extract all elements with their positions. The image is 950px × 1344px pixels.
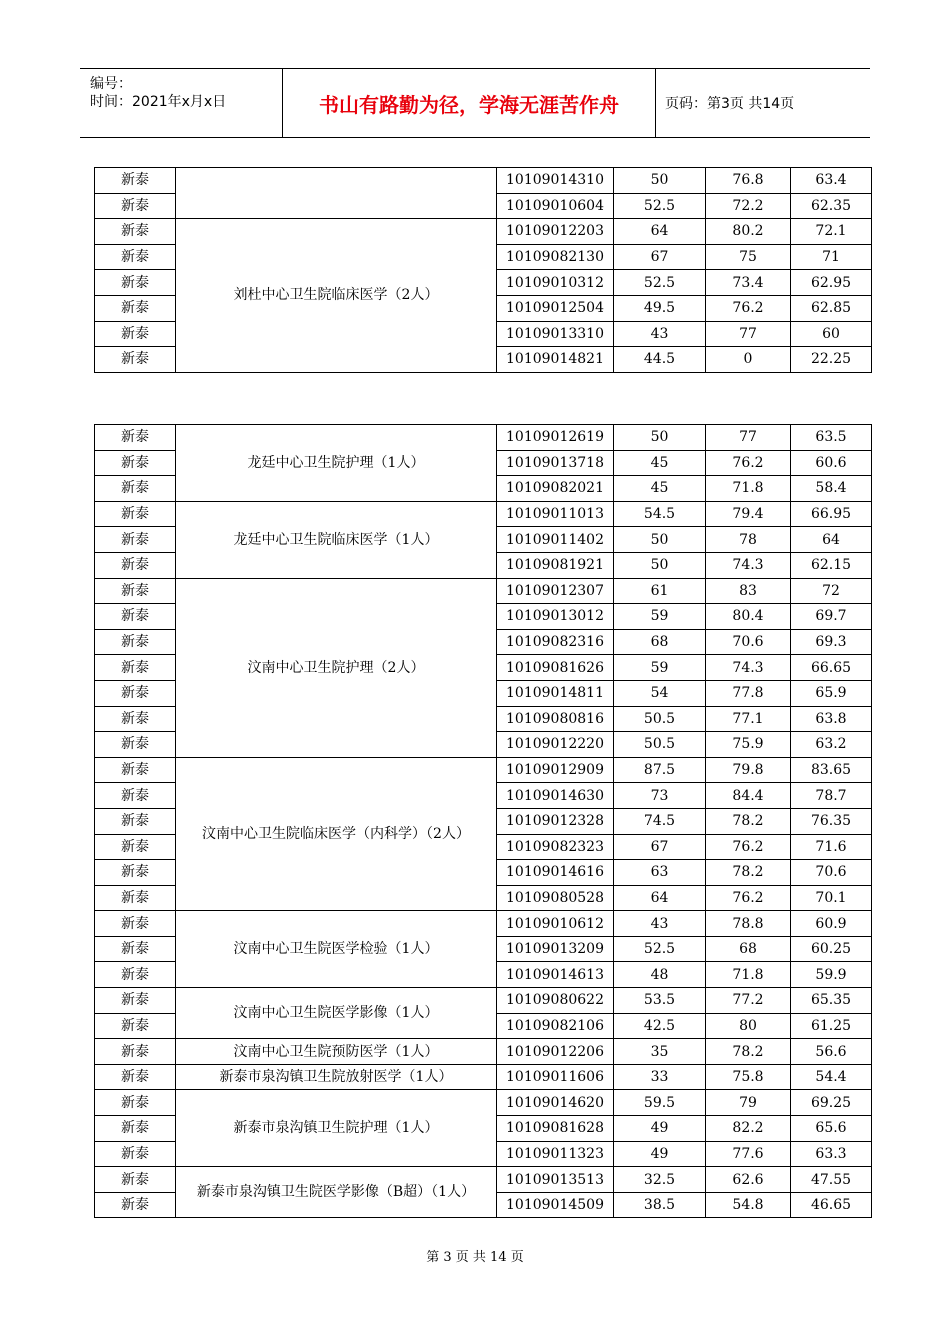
interview-score-cell: 80.2 <box>706 219 791 245</box>
exam-id-cell: 10109013513 <box>497 1167 614 1193</box>
written-score-cell: 52.5 <box>614 270 706 296</box>
written-score-cell: 50.5 <box>614 706 706 732</box>
region-cell: 新泰 <box>95 244 176 270</box>
position-cell: 汶南中心卫生院预防医学（1人） <box>176 1039 497 1065</box>
total-score-cell: 47.55 <box>791 1167 872 1193</box>
position-cell: 新泰市泉沟镇卫生院护理（1人） <box>176 1090 497 1167</box>
total-score-cell: 71 <box>791 244 872 270</box>
total-score-cell: 61.25 <box>791 1013 872 1039</box>
written-score-cell: 45 <box>614 476 706 502</box>
interview-score-cell: 82.2 <box>706 1116 791 1142</box>
exam-id-cell: 10109014310 <box>497 168 614 194</box>
exam-id-cell: 10109080816 <box>497 706 614 732</box>
position-cell: 汶南中心卫生院临床医学（内科学）（2人） <box>176 757 497 911</box>
written-score-cell: 52.5 <box>614 936 706 962</box>
written-score-cell: 49 <box>614 1116 706 1142</box>
written-score-cell: 74.5 <box>614 808 706 834</box>
interview-score-cell: 76.2 <box>706 834 791 860</box>
position-cell: 汶南中心卫生院护理（2人） <box>176 578 497 757</box>
score-table-2 <box>94 424 872 1218</box>
exam-id-cell: 10109014616 <box>497 860 614 886</box>
table-row <box>95 425 872 451</box>
written-score-cell: 35 <box>614 1039 706 1065</box>
header-meta <box>80 69 283 137</box>
region-cell: 新泰 <box>95 680 176 706</box>
exam-id-cell: 10109082106 <box>497 1013 614 1039</box>
total-score-cell: 65.9 <box>791 680 872 706</box>
total-score-cell: 69.25 <box>791 1090 872 1116</box>
position-cell: 龙廷中心卫生院临床医学（1人） <box>176 501 497 578</box>
motto: 书山有路勤为径，学海无涯苦作舟 <box>319 92 619 117</box>
written-score-cell: 59.5 <box>614 1090 706 1116</box>
exam-id-cell: 10109082323 <box>497 834 614 860</box>
interview-score-cell: 80 <box>706 1013 791 1039</box>
region-cell: 新泰 <box>95 732 176 758</box>
total-score-cell: 60.9 <box>791 911 872 937</box>
position-cell: 汶南中心卫生院医学检验（1人） <box>176 911 497 988</box>
exam-id-cell: 10109080622 <box>497 988 614 1014</box>
region-cell: 新泰 <box>95 1090 176 1116</box>
total-score-cell: 62.35 <box>791 193 872 219</box>
interview-score-cell: 74.3 <box>706 552 791 578</box>
exam-id-cell: 10109012909 <box>497 757 614 783</box>
total-score-cell: 69.7 <box>791 604 872 630</box>
exam-id-cell: 10109082130 <box>497 244 614 270</box>
total-score-cell: 64 <box>791 527 872 553</box>
written-score-cell: 38.5 <box>614 1192 706 1218</box>
written-score-cell: 50 <box>614 425 706 451</box>
interview-score-cell: 71.8 <box>706 476 791 502</box>
page-footer: 第 3 页 共 14 页 <box>426 1250 524 1265</box>
written-score-cell: 59 <box>614 655 706 681</box>
written-score-cell: 68 <box>614 629 706 655</box>
written-score-cell: 61 <box>614 578 706 604</box>
table-row <box>95 1090 872 1116</box>
table-row <box>95 1064 872 1090</box>
interview-score-cell: 75.9 <box>706 732 791 758</box>
total-score-cell: 63.2 <box>791 732 872 758</box>
table-row <box>95 578 872 604</box>
exam-id-cell: 10109012206 <box>497 1039 614 1065</box>
region-cell: 新泰 <box>95 321 176 347</box>
region-cell: 新泰 <box>95 219 176 245</box>
written-score-cell: 52.5 <box>614 193 706 219</box>
written-score-cell: 87.5 <box>614 757 706 783</box>
total-score-cell: 60 <box>791 321 872 347</box>
region-cell: 新泰 <box>95 604 176 630</box>
region-cell: 新泰 <box>95 1013 176 1039</box>
written-score-cell: 50 <box>614 552 706 578</box>
interview-score-cell: 77.8 <box>706 680 791 706</box>
region-cell: 新泰 <box>95 193 176 219</box>
written-score-cell: 67 <box>614 244 706 270</box>
region-cell: 新泰 <box>95 1039 176 1065</box>
exam-id-cell: 10109013310 <box>497 321 614 347</box>
region-cell: 新泰 <box>95 501 176 527</box>
total-score-cell: 65.6 <box>791 1116 872 1142</box>
region-cell: 新泰 <box>95 1064 176 1090</box>
written-score-cell: 43 <box>614 911 706 937</box>
region-cell: 新泰 <box>95 655 176 681</box>
exam-id-cell: 10109014630 <box>497 783 614 809</box>
region-cell: 新泰 <box>95 911 176 937</box>
table-row <box>95 911 872 937</box>
interview-score-cell: 83 <box>706 578 791 604</box>
region-cell: 新泰 <box>95 706 176 732</box>
written-score-cell: 63 <box>614 860 706 886</box>
interview-score-cell: 78.8 <box>706 911 791 937</box>
exam-id-cell: 10109010604 <box>497 193 614 219</box>
position-cell: 汶南中心卫生院医学影像（1人） <box>176 988 497 1039</box>
interview-score-cell: 73.4 <box>706 270 791 296</box>
interview-score-cell: 77.2 <box>706 988 791 1014</box>
number-label: 编号： <box>90 76 132 92</box>
region-cell: 新泰 <box>95 988 176 1014</box>
written-score-cell: 33 <box>614 1064 706 1090</box>
position-cell: 刘杜中心卫生院临床医学（2人） <box>176 219 497 373</box>
written-score-cell: 48 <box>614 962 706 988</box>
written-score-cell: 73 <box>614 783 706 809</box>
written-score-cell: 54 <box>614 680 706 706</box>
interview-score-cell: 68 <box>706 936 791 962</box>
exam-id-cell: 10109082316 <box>497 629 614 655</box>
written-score-cell: 64 <box>614 885 706 911</box>
written-score-cell: 64 <box>614 219 706 245</box>
interview-score-cell: 62.6 <box>706 1167 791 1193</box>
total-score-cell: 69.3 <box>791 629 872 655</box>
exam-id-cell: 10109080528 <box>497 885 614 911</box>
interview-score-cell: 77.6 <box>706 1141 791 1167</box>
total-score-cell: 66.65 <box>791 655 872 681</box>
total-score-cell: 83.65 <box>791 757 872 783</box>
exam-id-cell: 10109013012 <box>497 604 614 630</box>
written-score-cell: 45 <box>614 450 706 476</box>
total-score-cell: 62.15 <box>791 552 872 578</box>
total-score-cell: 70.6 <box>791 860 872 886</box>
written-score-cell: 49 <box>614 1141 706 1167</box>
written-score-cell: 67 <box>614 834 706 860</box>
interview-score-cell: 79.4 <box>706 501 791 527</box>
total-score-cell: 46.65 <box>791 1192 872 1218</box>
exam-id-cell: 10109010312 <box>497 270 614 296</box>
region-cell: 新泰 <box>95 295 176 321</box>
interview-score-cell: 74.3 <box>706 655 791 681</box>
region-cell: 新泰 <box>95 527 176 553</box>
interview-score-cell: 80.4 <box>706 604 791 630</box>
written-score-cell: 49.5 <box>614 295 706 321</box>
region-cell: 新泰 <box>95 885 176 911</box>
interview-score-cell: 76.2 <box>706 295 791 321</box>
interview-score-cell: 0 <box>706 347 791 373</box>
exam-id-cell: 10109012328 <box>497 808 614 834</box>
written-score-cell: 32.5 <box>614 1167 706 1193</box>
interview-score-cell: 71.8 <box>706 962 791 988</box>
exam-id-cell: 10109012307 <box>497 578 614 604</box>
exam-id-cell: 10109012619 <box>497 425 614 451</box>
exam-id-cell: 10109011606 <box>497 1064 614 1090</box>
region-cell: 新泰 <box>95 834 176 860</box>
total-score-cell: 58.4 <box>791 476 872 502</box>
exam-id-cell: 10109014613 <box>497 962 614 988</box>
exam-id-cell: 10109014509 <box>497 1192 614 1218</box>
total-score-cell: 71.6 <box>791 834 872 860</box>
interview-score-cell: 76.2 <box>706 450 791 476</box>
region-cell: 新泰 <box>95 860 176 886</box>
total-score-cell: 63.3 <box>791 1141 872 1167</box>
position-cell: 新泰市泉沟镇卫生院放射医学（1人） <box>176 1064 497 1090</box>
exam-id-cell: 10109082021 <box>497 476 614 502</box>
interview-score-cell: 75.8 <box>706 1064 791 1090</box>
total-score-cell: 60.6 <box>791 450 872 476</box>
interview-score-cell: 76.8 <box>706 168 791 194</box>
exam-id-cell: 10109081626 <box>497 655 614 681</box>
written-score-cell: 44.5 <box>614 347 706 373</box>
total-score-cell: 63.4 <box>791 168 872 194</box>
region-cell: 新泰 <box>95 757 176 783</box>
interview-score-cell: 78.2 <box>706 808 791 834</box>
total-score-cell: 56.6 <box>791 1039 872 1065</box>
header-motto-cell <box>283 69 656 137</box>
exam-id-cell: 10109010612 <box>497 911 614 937</box>
exam-id-cell: 10109013718 <box>497 450 614 476</box>
region-cell: 新泰 <box>95 450 176 476</box>
region-cell: 新泰 <box>95 476 176 502</box>
score-table-1 <box>94 167 872 373</box>
table-row <box>95 757 872 783</box>
interview-score-cell: 79 <box>706 1090 791 1116</box>
total-score-cell: 65.35 <box>791 988 872 1014</box>
region-cell: 新泰 <box>95 425 176 451</box>
total-score-cell: 70.1 <box>791 885 872 911</box>
interview-score-cell: 72.2 <box>706 193 791 219</box>
written-score-cell: 50 <box>614 527 706 553</box>
exam-id-cell: 10109012203 <box>497 219 614 245</box>
date-label: 时间：2021年x月x日 <box>90 94 227 110</box>
region-cell: 新泰 <box>95 1192 176 1218</box>
region-cell: 新泰 <box>95 808 176 834</box>
total-score-cell: 59.9 <box>791 962 872 988</box>
region-cell: 新泰 <box>95 1141 176 1167</box>
table-row <box>95 1039 872 1065</box>
written-score-cell: 42.5 <box>614 1013 706 1039</box>
total-score-cell: 54.4 <box>791 1064 872 1090</box>
exam-id-cell: 10109014620 <box>497 1090 614 1116</box>
written-score-cell: 50.5 <box>614 732 706 758</box>
interview-score-cell: 78.2 <box>706 860 791 886</box>
region-cell: 新泰 <box>95 1116 176 1142</box>
region-cell: 新泰 <box>95 168 176 194</box>
table-row <box>95 168 872 194</box>
total-score-cell: 63.5 <box>791 425 872 451</box>
position-cell <box>176 168 497 219</box>
region-cell: 新泰 <box>95 1167 176 1193</box>
table-row <box>95 1167 872 1193</box>
region-cell: 新泰 <box>95 936 176 962</box>
total-score-cell: 72.1 <box>791 219 872 245</box>
written-score-cell: 43 <box>614 321 706 347</box>
written-score-cell: 54.5 <box>614 501 706 527</box>
region-cell: 新泰 <box>95 347 176 373</box>
interview-score-cell: 54.8 <box>706 1192 791 1218</box>
exam-id-cell: 10109011323 <box>497 1141 614 1167</box>
interview-score-cell: 79.8 <box>706 757 791 783</box>
page-header <box>80 68 870 138</box>
exam-id-cell: 10109011402 <box>497 527 614 553</box>
region-cell: 新泰 <box>95 552 176 578</box>
exam-id-cell: 10109012220 <box>497 732 614 758</box>
exam-id-cell: 10109011013 <box>497 501 614 527</box>
interview-score-cell: 78.2 <box>706 1039 791 1065</box>
region-cell: 新泰 <box>95 270 176 296</box>
interview-score-cell: 77 <box>706 321 791 347</box>
interview-score-cell: 77 <box>706 425 791 451</box>
written-score-cell: 50 <box>614 168 706 194</box>
region-cell: 新泰 <box>95 629 176 655</box>
total-score-cell: 22.25 <box>791 347 872 373</box>
total-score-cell: 78.7 <box>791 783 872 809</box>
total-score-cell: 66.95 <box>791 501 872 527</box>
interview-score-cell: 75 <box>706 244 791 270</box>
interview-score-cell: 77.1 <box>706 706 791 732</box>
position-cell: 龙廷中心卫生院护理（1人） <box>176 425 497 502</box>
exam-id-cell: 10109014821 <box>497 347 614 373</box>
region-cell: 新泰 <box>95 783 176 809</box>
page-label: 页码：第3页 共14页 <box>665 96 795 112</box>
region-cell: 新泰 <box>95 578 176 604</box>
total-score-cell: 62.95 <box>791 270 872 296</box>
total-score-cell: 72 <box>791 578 872 604</box>
exam-id-cell: 10109012504 <box>497 295 614 321</box>
exam-id-cell: 10109014811 <box>497 680 614 706</box>
written-score-cell: 59 <box>614 604 706 630</box>
interview-score-cell: 78 <box>706 527 791 553</box>
table-row <box>95 988 872 1014</box>
interview-score-cell: 76.2 <box>706 885 791 911</box>
written-score-cell: 53.5 <box>614 988 706 1014</box>
total-score-cell: 60.25 <box>791 936 872 962</box>
interview-score-cell: 70.6 <box>706 629 791 655</box>
table-row <box>95 219 872 245</box>
total-score-cell: 76.35 <box>791 808 872 834</box>
exam-id-cell: 10109081921 <box>497 552 614 578</box>
exam-id-cell: 10109081628 <box>497 1116 614 1142</box>
header-page-cell <box>656 69 870 137</box>
total-score-cell: 63.8 <box>791 706 872 732</box>
table-row <box>95 501 872 527</box>
total-score-cell: 62.85 <box>791 295 872 321</box>
exam-id-cell: 10109013209 <box>497 936 614 962</box>
interview-score-cell: 84.4 <box>706 783 791 809</box>
position-cell: 新泰市泉沟镇卫生院医学影像（B超）（1人） <box>176 1167 497 1218</box>
region-cell: 新泰 <box>95 962 176 988</box>
